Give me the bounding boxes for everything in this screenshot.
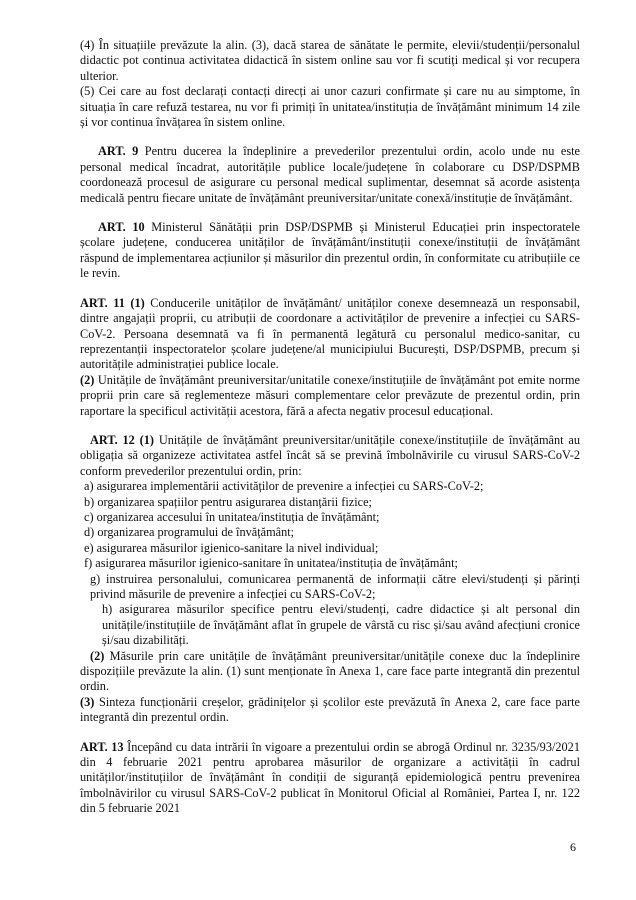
- list-item-a: a) asigurarea implementării activităților de prevenire a infecției cu SARS-CoV-2;: [84, 479, 484, 494]
- article-9-text: Pentru ducerea la îndeplinire a prevederilor prezentului ordin, acolo unde nu este personal medical încadrat, autoritățile publice locale/județene în colaborare cu DSP/DSPMB coordonează procesul de asigurare cu personal medical suplimentar, desemnat să acorde asistența medicală pentru fiecare unitate de învățământ preuniversitar/unitate conexă/instituție de învățământ.: [80, 144, 580, 205]
- page-number: 6: [570, 840, 576, 854]
- list-item-g: g) instruirea personalului, comunicarea permanentă de informații către elevi/studenți și părinți privind măsurile de prevenire a infecției cu SARS-CoV-2;: [90, 571, 580, 601]
- list-item-e: e) asigurarea măsurilor igienico-sanitare la nivel individual;: [84, 540, 379, 555]
- article-12-p3-text: Sinteza funcționării creșelor, grădinițelor și școlilor este prevăzută în Anexa 2, care face parte integrantă din prezentul ordin.: [80, 694, 580, 725]
- article-11-p2-number: (2): [80, 372, 95, 387]
- article-11-paragraph-2: [80, 373, 580, 419]
- article-12-p1-number: (1): [134, 432, 155, 447]
- article-12-p2-number: (2): [90, 648, 105, 663]
- paragraph-5: (5) Cei care au fost declarați contacți direcți ai unor cazuri confirmate și care nu au simptome, în situația în care refuză testarea, nu vor fi primiți în unitatea/instituția de învățământ minimum 14 zile și vor continua învățarea în sistem online.: [80, 84, 580, 130]
- article-12-p1-text: Unitățile de învățământ preuniversitar/unitățile conexe/instituțiile de învățământ au obligația să organizeze activitatea astfel încât să se prevină îmbolnăvirile cu virusul SARS-CoV-2 conform prevederilor prezentului ordin, prin:: [80, 432, 580, 478]
- article-11-heading: ART. 11: [80, 295, 125, 310]
- article-12-p3-number: (3): [80, 694, 95, 709]
- article-10-text: Ministerul Sănătății prin DSP/DSPMB și Ministerul Educației prin inspectoratele școlare județene, conducerea unităților de învățământ/instituții conexe/instituții de învățământ răspund de implementarea acțiunilor și măsurilor din prezentul ordin, în conformitate cu atribuțiile ce le revin.: [80, 220, 580, 281]
- article-13-text: Începând cu data intrării în vigoare a prezentului ordin se abrogă Ordinul nr. 3235/93/2021 din 4 februarie 2021 pentru aprobarea măsurilor de organizare a activității în cadrul unităților/instituțiilor de învățământ în condiții de siguranță epidemiologică pentru prevenirea îmbolnăvirilor cu virusul SARS-CoV-2 publicat în Monitorul Oficial al României, Partea I, nr. 122 din 5 februarie 2021: [80, 739, 580, 816]
- list-item-c: c) organizarea accesului în unitatea/instituția de învățământ;: [84, 509, 380, 524]
- article-13-heading: ART. 13: [80, 739, 124, 754]
- article-11-p1-number: (1): [124, 295, 145, 310]
- article-12-p2-text: Măsurile prin care unitățile de învățământ preuniversitar/unitățile conexe duc la îndeplinire dispozițiile prevăzute la alin. (1) sunt menționate în Anexa 1, care face parte integrantă din prezentul ordin.: [80, 648, 580, 694]
- article-13: [80, 740, 580, 817]
- article-10: [80, 220, 580, 282]
- article-12-paragraph-1: [80, 433, 580, 479]
- list-item-b: b) organizarea spațiilor pentru asigurarea distanțării fizice;: [84, 494, 372, 509]
- article-12-paragraph-2: [80, 649, 580, 695]
- list-item-f: f) asigurarea măsurilor igienico-sanitare în unitatea/instituția de învățământ;: [84, 556, 458, 571]
- article-10-heading: ART. 10: [98, 220, 145, 235]
- article-11-p1-text: Conducerile unităților de învățământ/ unităților conexe desemnează un responsabil, dintre angajații proprii, cu atribuții de coordonare a activităților de prevenire a infecției cu SARS-CoV-2. Persoana desemnată va fi în permanentă legătură cu personalul medico-sanitar, cu reprezentanții inspectoratelor școlare județene/al municipiului București, DSP/DSPMB, precum și autoritățile administrației publice locale.: [80, 295, 580, 372]
- article-11-paragraph-1: [80, 296, 580, 373]
- paragraph-4: (4) În situațiile prevăzute la alin. (3), dacă starea de sănătate le permite, elevii/studenții/personalul didactic pot continua activitatea didactică în sistem online sau vor fi scutiți medical și vor recupera ulterior.: [80, 38, 580, 83]
- article-12-heading: ART. 12: [90, 432, 135, 447]
- article-11-p2-text: Unitățile de învățământ preuniversitar/unitatile conexe/instituțiile de învățământ pot emite norme proprii prin care să reglementeze măsuri complementare celor prevăzute de prezentul ordin, prin raportare la specificul activității acestora, fără a afecta negativ procesul educațional.: [80, 372, 580, 418]
- list-item-h: h) asigurarea măsurilor specifice pentru elevi/studenți, cadre didactice și alt personal din unitățile/instituțiile de învățământ aflat în grupele de vârstă cu risc și/sau având afecțiuni cronice și/sau dizabilități.: [102, 602, 580, 648]
- article-9-heading: ART. 9: [98, 144, 139, 159]
- article-9: [80, 144, 580, 206]
- article-12-paragraph-3: [80, 695, 580, 726]
- list-item-d: d) organizarea programului de învățământ;: [84, 525, 295, 540]
